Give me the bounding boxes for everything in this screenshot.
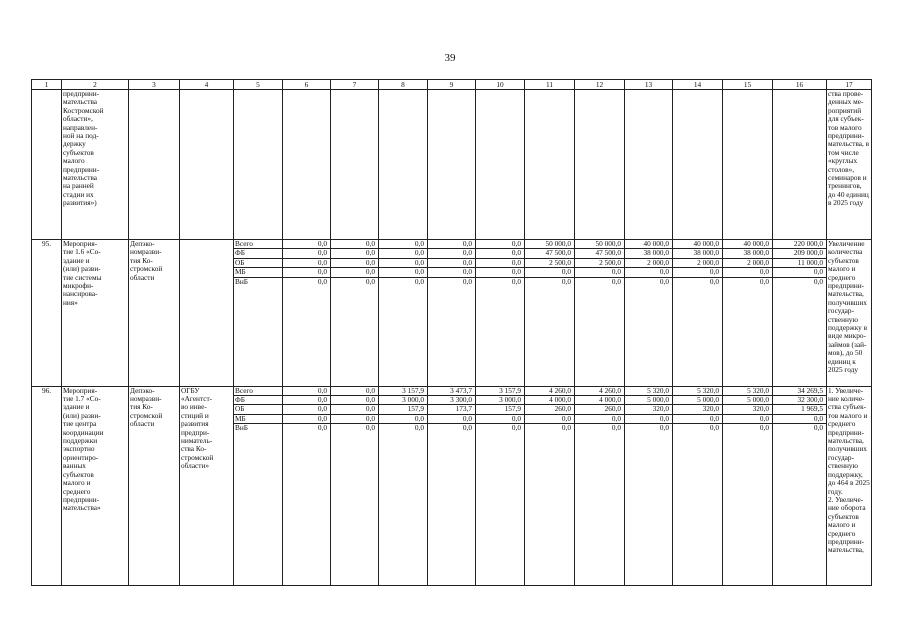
funding-value: 0,0 (283, 258, 331, 267)
funding-value: 0,0 (476, 268, 525, 277)
funding-source-label: ВнБ (234, 277, 283, 386)
funding-value: 0,0 (428, 249, 476, 258)
empty-cell (331, 90, 379, 240)
funding-value: 260,0 (575, 405, 625, 414)
funding-value: 0,0 (283, 405, 331, 414)
funding-value: 38 000,0 (625, 249, 673, 258)
funding-value: 0,0 (625, 414, 673, 423)
funding-value: 40 000,0 (723, 240, 773, 249)
funding-value: 3 300,0 (428, 396, 476, 405)
partner-cell (180, 240, 234, 387)
empty-cell (32, 90, 62, 240)
funding-value: 0,0 (575, 414, 625, 423)
funding-value: 320,0 (673, 405, 723, 414)
funding-value: 0,0 (673, 414, 723, 423)
result-cell: ства прове- денных ме- роприятий для субъек- тов малого предприни- мательства, в том числе «круглых столов», семинаров и тренингов, до 40 единиц в 2025 году (827, 90, 872, 240)
executor-cell: Депэко- номразви- тия Ко- стромской области (129, 386, 180, 586)
funding-value: 50 000,0 (525, 240, 575, 249)
funding-value: 0,0 (283, 414, 331, 423)
funding-value: 1 969,5 (773, 405, 827, 414)
funding-source-label: ОБ (234, 405, 283, 414)
funding-value: 320,0 (625, 405, 673, 414)
funding-source-label: МБ (234, 414, 283, 423)
funding-value: 0,0 (331, 277, 379, 386)
funding-value: 5 320,0 (723, 386, 773, 395)
funding-value: 0,0 (476, 249, 525, 258)
empty-cell (476, 90, 525, 240)
funding-source-label: ФБ (234, 396, 283, 405)
funding-value: 0,0 (723, 424, 773, 586)
measure-name-cell: Мероприя- тие 1.7 «Со- здание и (или) разви- тие центра координации поддержки экспортно ориентиро- ванных субъектов малого и среднего предприни- мательства» (62, 386, 129, 586)
empty-cell (234, 90, 283, 240)
funding-value: 0,0 (476, 414, 525, 423)
column-header: 2 (62, 80, 129, 90)
funding-value: 4 260,0 (575, 386, 625, 395)
funding-value: 0,0 (379, 414, 428, 423)
empty-cell (575, 90, 625, 240)
funding-value: 3 473,7 (428, 386, 476, 395)
funding-value: 5 000,0 (723, 396, 773, 405)
page-number: 39 (444, 52, 456, 64)
funding-value: 0,0 (673, 277, 723, 386)
empty-cell (180, 90, 234, 240)
funding-value: 0,0 (476, 277, 525, 386)
funding-value: 0,0 (379, 277, 428, 386)
funding-source-label: ОБ (234, 258, 283, 267)
funding-value: 0,0 (283, 268, 331, 277)
result-cell: 1. Увеличе- ние количе- ства субъек- тов малого и среднего предприни- мательства, получивших государ- ственную поддержку, до 464 в 2025 году. 2. Увеличе- ние оборота субъектов малого и среднего предприни- мательства, (827, 386, 872, 586)
funding-value: 0,0 (428, 277, 476, 386)
table-row (32, 240, 872, 249)
funding-value: 0,0 (379, 258, 428, 267)
funding-value: 47 500,0 (575, 249, 625, 258)
funding-value: 0,0 (575, 424, 625, 586)
funding-value: 2 000,0 (723, 258, 773, 267)
funding-value: 0,0 (428, 268, 476, 277)
empty-cell (428, 90, 476, 240)
funding-value: 0,0 (331, 249, 379, 258)
funding-value: 0,0 (625, 268, 673, 277)
funding-source-label: ФБ (234, 249, 283, 258)
column-header: 17 (827, 80, 872, 90)
column-header: 12 (575, 80, 625, 90)
funding-value: 0,0 (525, 414, 575, 423)
column-header: 7 (331, 80, 379, 90)
funding-value: 0,0 (379, 249, 428, 258)
funding-value: 5 320,0 (625, 386, 673, 395)
funding-value: 173,7 (428, 405, 476, 414)
funding-value: 0,0 (283, 277, 331, 386)
column-header: 3 (129, 80, 180, 90)
funding-value: 0,0 (428, 424, 476, 586)
funding-value: 40 000,0 (625, 240, 673, 249)
funding-value: 38 000,0 (673, 249, 723, 258)
funding-source-label: ВнБ (234, 424, 283, 586)
funding-value: 40 000,0 (673, 240, 723, 249)
funding-value: 0,0 (723, 414, 773, 423)
funding-value: 157,9 (476, 405, 525, 414)
funding-value: 320,0 (723, 405, 773, 414)
column-header: 9 (428, 80, 476, 90)
funding-value: 0,0 (331, 386, 379, 395)
funding-value: 0,0 (428, 258, 476, 267)
funding-value: 0,0 (476, 240, 525, 249)
table-row (32, 386, 872, 395)
funding-value: 0,0 (331, 268, 379, 277)
funding-source-label: МБ (234, 268, 283, 277)
funding-value: 0,0 (525, 277, 575, 386)
funding-value: 5 000,0 (625, 396, 673, 405)
column-header: 13 (625, 80, 673, 90)
empty-cell (625, 90, 673, 240)
column-header: 16 (773, 80, 827, 90)
funding-value: 3 157,9 (379, 386, 428, 395)
column-header: 1 (32, 80, 62, 90)
funding-value: 2 500,0 (575, 258, 625, 267)
funding-value: 0,0 (283, 396, 331, 405)
column-header: 11 (525, 80, 575, 90)
funding-value: 0,0 (379, 240, 428, 249)
funding-value: 0,0 (525, 424, 575, 586)
funding-value: 4 260,0 (525, 386, 575, 395)
column-header: 14 (673, 80, 723, 90)
funding-value: 0,0 (283, 249, 331, 258)
funding-value: 3 157,9 (476, 386, 525, 395)
funding-value: 0,0 (625, 277, 673, 386)
column-header: 8 (379, 80, 428, 90)
funding-value: 5 000,0 (673, 396, 723, 405)
empty-cell (379, 90, 428, 240)
funding-value: 38 000,0 (723, 249, 773, 258)
funding-value: 0,0 (331, 240, 379, 249)
funding-value: 0,0 (379, 268, 428, 277)
funding-value: 2 500,0 (525, 258, 575, 267)
funding-value: 32 300,0 (773, 396, 827, 405)
funding-value: 0,0 (773, 424, 827, 586)
funding-value: 0,0 (723, 277, 773, 386)
empty-cell (283, 90, 331, 240)
empty-cell (129, 90, 180, 240)
funding-value: 0,0 (379, 424, 428, 586)
funding-value: 0,0 (773, 414, 827, 423)
funding-value: 4 000,0 (525, 396, 575, 405)
empty-cell (773, 90, 827, 240)
funding-value: 0,0 (575, 277, 625, 386)
row-number: 96. (32, 386, 62, 586)
funding-value: 260,0 (525, 405, 575, 414)
funding-value: 0,0 (428, 240, 476, 249)
funding-value: 47 500,0 (525, 249, 575, 258)
empty-cell (525, 90, 575, 240)
funding-value: 0,0 (331, 396, 379, 405)
column-header: 5 (234, 80, 283, 90)
funding-value: 0,0 (331, 414, 379, 423)
funding-value: 0,0 (476, 258, 525, 267)
row-number: 95. (32, 240, 62, 387)
funding-value: 0,0 (525, 268, 575, 277)
funding-value: 0,0 (773, 268, 827, 277)
funding-value: 0,0 (673, 268, 723, 277)
executor-cell: Депэко- номразви- тия Ко- стромской области (129, 240, 180, 387)
empty-cell (723, 90, 773, 240)
funding-value: 3 000,0 (379, 396, 428, 405)
funding-value: 0,0 (283, 424, 331, 586)
measure-name-cell: предприни- мательства Костромской области», направлен- ной на под- держку субъектов малого предприни- мательства на ранней стадии их развития») (62, 90, 129, 240)
funding-value: 2 000,0 (673, 258, 723, 267)
funding-value: 0,0 (283, 240, 331, 249)
empty-cell (673, 90, 723, 240)
funding-value: 0,0 (428, 414, 476, 423)
funding-value: 220 000,0 (773, 240, 827, 249)
funding-value: 157,9 (379, 405, 428, 414)
funding-value: 0,0 (331, 424, 379, 586)
funding-value: 0,0 (575, 268, 625, 277)
column-header: 15 (723, 80, 773, 90)
funding-value: 0,0 (723, 268, 773, 277)
funding-value: 0,0 (331, 405, 379, 414)
funding-value: 3 000,0 (476, 396, 525, 405)
column-header: 6 (283, 80, 331, 90)
header-row (32, 80, 872, 90)
partner-cell: ОГБУ «Агентст- во инве- стиций и развития предпри- ниматель- ства Ко- стромской области» (180, 386, 234, 586)
funding-value: 0,0 (476, 424, 525, 586)
funding-source-label: Всего (234, 386, 283, 395)
funding-value: 0,0 (773, 277, 827, 386)
funding-value: 0,0 (283, 386, 331, 395)
funding-value: 50 000,0 (575, 240, 625, 249)
result-cell: Увеличение количества субъектов малого и среднего предприни- мательства, получивших государ- ственную поддержку в виде микро- займов (зай- мов), до 50 единиц к 2025 году (827, 240, 872, 387)
funding-value: 5 320,0 (673, 386, 723, 395)
funding-value: 11 000,0 (773, 258, 827, 267)
funding-value: 209 000,0 (773, 249, 827, 258)
program-measures-table (31, 79, 872, 586)
column-header: 10 (476, 80, 525, 90)
funding-source-label: Всего (234, 240, 283, 249)
measure-name-cell: Мероприя- тие 1.6 «Со- здание и (или) разви- тие системы микрофи- нансирова- ния» (62, 240, 129, 387)
funding-value: 4 000,0 (575, 396, 625, 405)
funding-value: 34 269,5 (773, 386, 827, 395)
funding-value: 0,0 (331, 258, 379, 267)
funding-value: 0,0 (673, 424, 723, 586)
continued-row (32, 90, 872, 240)
column-header: 4 (180, 80, 234, 90)
funding-value: 2 000,0 (625, 258, 673, 267)
funding-value: 0,0 (625, 424, 673, 586)
